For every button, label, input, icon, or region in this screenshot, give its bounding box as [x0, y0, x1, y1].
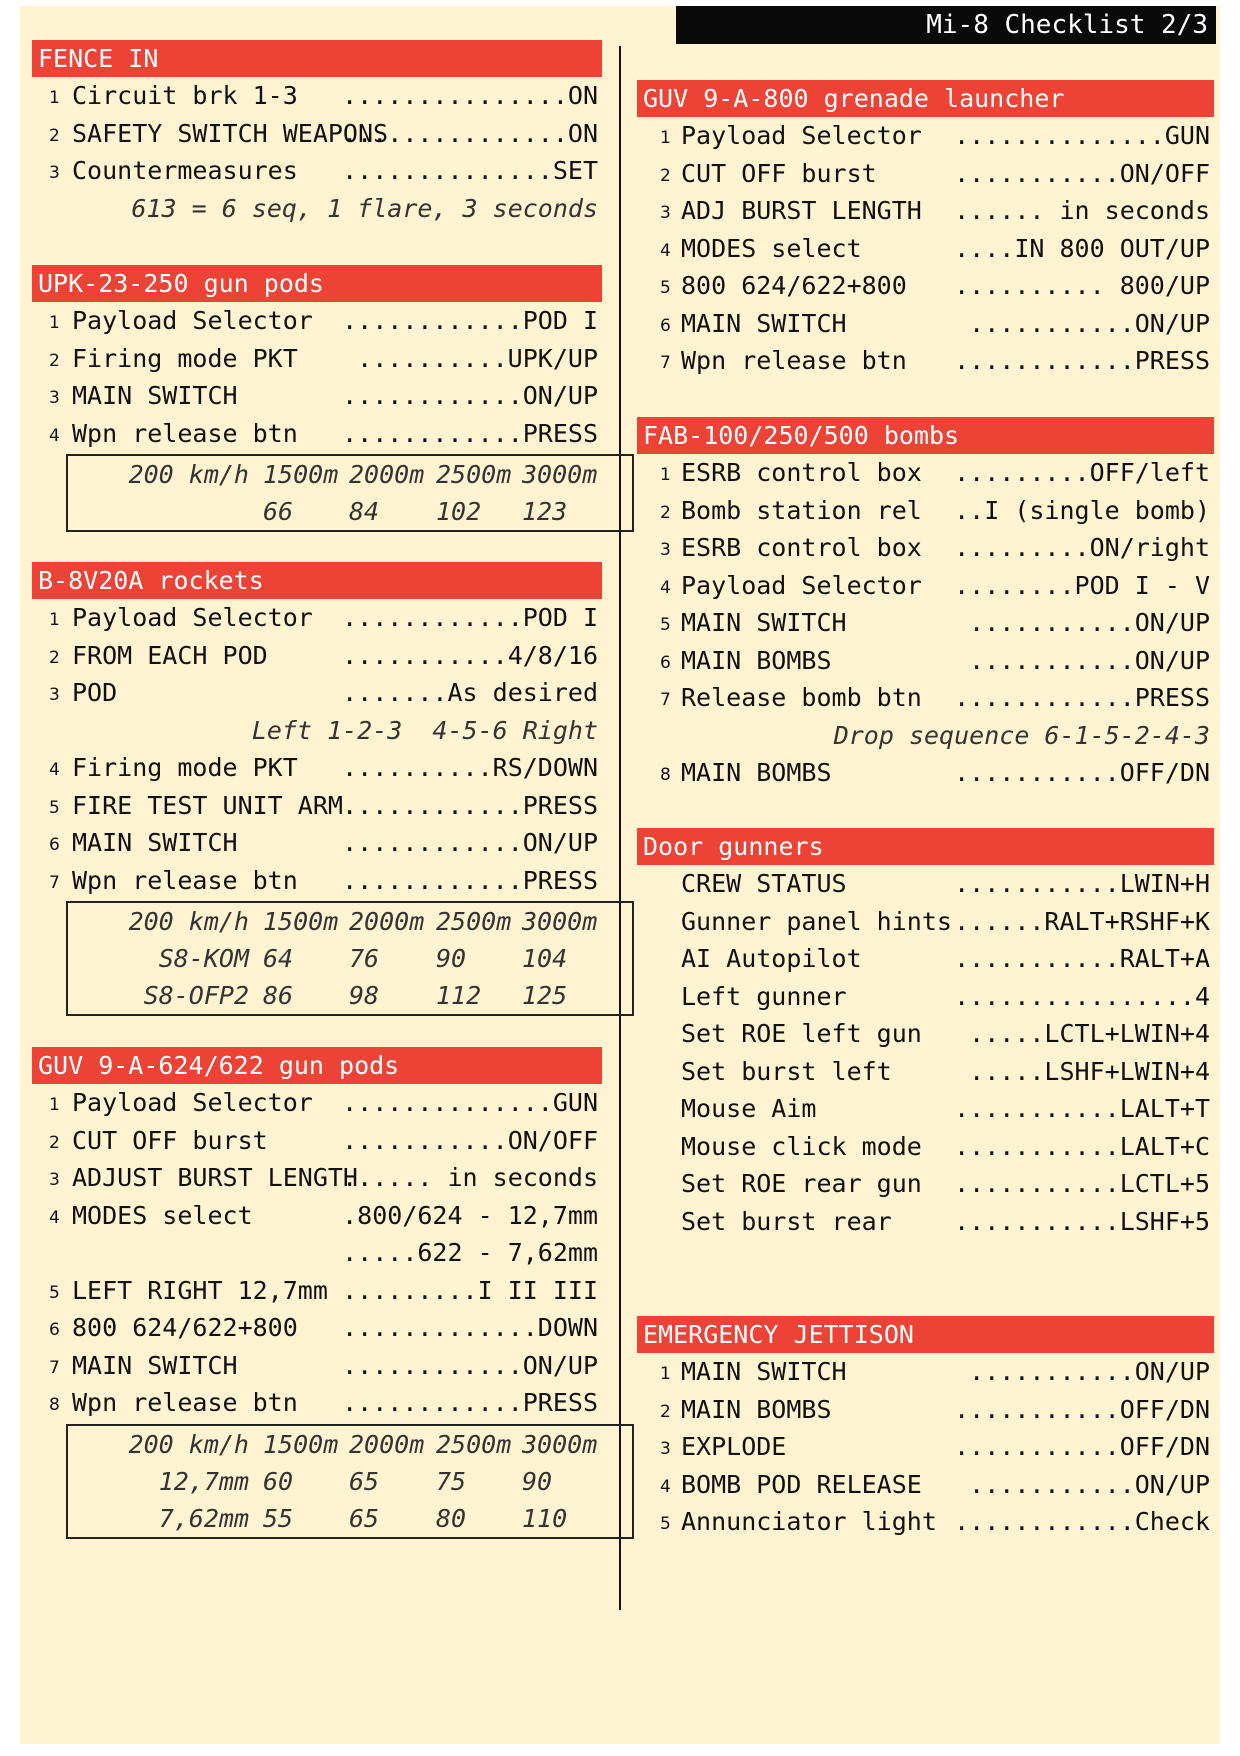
- section-title: GUV 9-A-624/622 gun pods: [32, 1047, 602, 1084]
- item-value: ...........4/8/16: [342, 640, 598, 670]
- item-label: Set burst rear: [681, 1206, 892, 1236]
- speed-table-header: [68, 903, 632, 940]
- item-label: Bomb station rel: [681, 495, 922, 525]
- item-value: ..............GUN: [954, 121, 1210, 150]
- item-value: ...........OFF/DN: [954, 1394, 1210, 1424]
- item-number: 2: [660, 1401, 671, 1422]
- checklist-item: [637, 305, 1214, 343]
- checklist-item: [637, 1165, 1214, 1203]
- speed-cell: 65: [349, 1466, 380, 1496]
- speed-cell: 110: [522, 1503, 568, 1533]
- checklist-item: [637, 155, 1214, 193]
- speed-cell: 66: [263, 497, 294, 526]
- checklist-item: [637, 903, 1214, 941]
- item-value: ............ON/UP: [342, 381, 598, 410]
- checklist-item: [32, 599, 602, 637]
- speed-cell: 200 km/h: [128, 907, 249, 936]
- item-value: ............POD I: [342, 603, 598, 632]
- item-label: ADJ BURST LENGTH: [681, 196, 922, 225]
- checklist-item: [637, 1128, 1214, 1166]
- item-value: ....IN 800 OUT/UP: [954, 233, 1210, 263]
- item-value: ...........ON/OFF: [954, 158, 1210, 188]
- item-label: Wpn release btn: [72, 865, 298, 895]
- item-number: 6: [49, 1320, 60, 1340]
- speed-cell: 90: [522, 1466, 553, 1496]
- speed-cell: 80: [436, 1503, 467, 1533]
- speed-cell: 112: [436, 981, 482, 1010]
- item-number: 2: [49, 1132, 60, 1153]
- item-label: Firing mode PKT: [72, 343, 298, 373]
- item-value: .......As desired: [342, 678, 598, 707]
- speed-cell: 65: [349, 1503, 380, 1533]
- item-number: 2: [660, 165, 671, 186]
- section-title: FAB-100/250/500 bombs: [637, 417, 1214, 454]
- speed-cell: 7,62mm: [158, 1503, 249, 1533]
- speed-table: [66, 901, 634, 1016]
- section-title: FENCE IN: [32, 40, 602, 77]
- item-label: 800 624/622+800: [72, 1313, 298, 1342]
- section-note: Left 1-2-3 4-5-6 Right: [251, 715, 598, 745]
- item-number: 4: [49, 1207, 60, 1228]
- checklist-item: [32, 824, 602, 862]
- item-number: 3: [49, 163, 60, 183]
- speed-table-header: [68, 1426, 632, 1463]
- checklist-item: [637, 754, 1214, 792]
- checklist-item: [637, 940, 1214, 978]
- speed-cell: 55: [263, 1503, 294, 1533]
- item-number: 7: [49, 872, 60, 893]
- item-number: 3: [660, 540, 671, 560]
- speed-table: [66, 1424, 634, 1539]
- item-number: 8: [660, 765, 671, 785]
- item-label: CREW STATUS: [681, 869, 847, 898]
- item-value: ............Check: [954, 1507, 1210, 1536]
- item-number: 3: [49, 685, 60, 705]
- item-label: Wpn release btn: [72, 1388, 298, 1417]
- item-value: ......RALT+RSHF+K: [954, 906, 1210, 936]
- item-number: 1: [660, 465, 671, 485]
- section-fence-in: [32, 40, 602, 227]
- speed-cell: 90: [436, 944, 467, 973]
- checklist-item: [32, 749, 602, 787]
- item-value: ...........LWIN+H: [954, 869, 1210, 898]
- item-number: 7: [49, 1357, 60, 1378]
- item-value: .........OFF/left: [954, 458, 1210, 487]
- section-title: EMERGENCY JETTISON: [637, 1316, 1214, 1353]
- item-value: ..............GUN: [342, 1088, 598, 1117]
- item-label: Payload Selector: [72, 1088, 313, 1117]
- section-note: 613 = 6 seq, 1 flare, 3 seconds: [131, 193, 598, 223]
- section-guv-624-622: [32, 1047, 602, 1539]
- item-number: 6: [49, 835, 60, 855]
- item-value: ...........ON/UP: [969, 645, 1210, 675]
- section-upk-23-250: [32, 265, 602, 532]
- item-value: .........I II III: [342, 1275, 598, 1305]
- speed-cell: 3000m: [522, 460, 598, 489]
- item-label: POD: [72, 678, 118, 707]
- item-label: CUT OFF burst: [681, 158, 877, 188]
- speed-cell: 84: [349, 497, 380, 526]
- item-number: 3: [49, 388, 60, 408]
- item-number: 5: [660, 615, 671, 635]
- item-value: ...........OFF/DN: [954, 1432, 1210, 1461]
- item-number: 3: [660, 203, 671, 223]
- checklist-item: [637, 1391, 1214, 1429]
- section-door-gunners: [637, 828, 1214, 1240]
- checklist-item: [637, 978, 1214, 1016]
- item-label: Payload Selector: [72, 306, 313, 335]
- item-label: EXPLODE: [681, 1432, 787, 1461]
- item-value: ............PRESS: [954, 346, 1210, 375]
- speed-table-row: [68, 1500, 632, 1537]
- item-label: Set ROE rear gun: [681, 1169, 922, 1198]
- item-number: 2: [49, 125, 60, 146]
- item-number: 1: [49, 88, 60, 108]
- item-label: Wpn release btn: [681, 346, 907, 375]
- speed-table-row: [68, 940, 632, 977]
- section-title: Door gunners: [637, 828, 1214, 865]
- item-value: ...........ON/UP: [969, 1469, 1210, 1499]
- speed-cell: 200 km/h: [128, 460, 249, 489]
- item-value: ...........LSHF+5: [954, 1206, 1210, 1236]
- section-emergency-jettison: [637, 1316, 1214, 1541]
- checklist-item: [637, 117, 1214, 155]
- item-label: MODES select: [72, 1200, 253, 1230]
- item-value: .........ON/right: [954, 533, 1210, 562]
- item-value: ...........ON/UP: [969, 608, 1210, 637]
- item-value: ...........ON/UP: [969, 1357, 1210, 1386]
- item-value: ...........LCTL+5: [954, 1169, 1210, 1198]
- item-label: Set burst left: [681, 1056, 892, 1086]
- item-label: Payload Selector: [681, 121, 922, 150]
- speed-cell: 2500m: [436, 460, 512, 489]
- item-number: 4: [660, 240, 671, 261]
- item-value: .800/624 - 12,7mm: [342, 1200, 598, 1230]
- item-value: ...... in seconds: [342, 1163, 598, 1192]
- item-label: Gunner panel hints: [681, 906, 952, 936]
- item-number: 6: [660, 652, 671, 673]
- item-value: ............PRESS: [954, 683, 1210, 712]
- item-number: 4: [49, 760, 60, 780]
- checklist-item: [637, 1015, 1214, 1053]
- item-value: .....LSHF+LWIN+4: [969, 1056, 1210, 1086]
- checklist-item: [637, 1428, 1214, 1466]
- checklist-item: [32, 1197, 602, 1235]
- checklist-item: [32, 152, 602, 190]
- checklist-item: [637, 679, 1214, 717]
- item-value: ............ON/UP: [342, 1350, 598, 1380]
- item-label: FROM EACH POD: [72, 640, 268, 670]
- section-title: GUV 9-A-800 grenade launcher: [637, 80, 1214, 117]
- item-number: 4: [660, 1476, 671, 1497]
- speed-table-row: [68, 493, 632, 530]
- speed-cell: 2000m: [349, 460, 425, 489]
- item-label: ESRB control box: [681, 533, 922, 562]
- item-label: MAIN BOMBS: [681, 758, 832, 787]
- item-number: 5: [660, 278, 671, 298]
- item-value: ...............ON: [342, 118, 598, 148]
- item-label: FIRE TEST UNIT ARM: [72, 790, 343, 820]
- speed-cell: 3000m: [522, 907, 598, 936]
- speed-cell: 102: [436, 497, 482, 526]
- item-label: MODES select: [681, 233, 862, 263]
- item-value: ...........LALT+C: [954, 1131, 1210, 1161]
- item-label: MAIN SWITCH: [681, 308, 847, 338]
- item-label: Mouse click mode: [681, 1131, 922, 1161]
- checklist-item: [32, 1272, 602, 1310]
- item-number: 5: [660, 1514, 671, 1534]
- checklist-item: [32, 415, 602, 453]
- item-label: Wpn release btn: [72, 418, 298, 448]
- checklist-item: [32, 1084, 602, 1122]
- speed-cell: 60: [263, 1466, 294, 1496]
- checklist-item: [637, 492, 1214, 530]
- speed-cell: 98: [349, 981, 380, 1010]
- item-value: ............PRESS: [342, 418, 598, 448]
- checklist-item: [637, 1466, 1214, 1504]
- item-number: 4: [49, 425, 60, 446]
- checklist-item: [32, 77, 602, 115]
- section-note: Drop sequence 6-1-5-2-4-3: [833, 720, 1210, 750]
- item-value: .......... 800/UP: [954, 271, 1210, 300]
- item-number: 1: [660, 1364, 671, 1384]
- item-value: ............POD I: [342, 306, 598, 335]
- checklist-item: [32, 1384, 602, 1422]
- checklist-item: [637, 1353, 1214, 1391]
- item-number: 3: [49, 1170, 60, 1190]
- speed-cell: 86: [263, 981, 294, 1010]
- checklist-item: [32, 340, 602, 378]
- item-number: 4: [660, 577, 671, 598]
- item-number: 1: [49, 1095, 60, 1115]
- speed-cell: 3000m: [522, 1429, 598, 1459]
- checklist-item: [637, 1090, 1214, 1128]
- checklist-item: [637, 1053, 1214, 1091]
- item-value: ..............SET: [342, 156, 598, 185]
- item-label: ESRB control box: [681, 458, 922, 487]
- item-value: ...........ON/UP: [969, 308, 1210, 338]
- item-value: ..I (single bomb): [954, 495, 1210, 525]
- item-value: ............PRESS: [342, 1388, 598, 1417]
- speed-cell: 75: [436, 1466, 467, 1496]
- speed-cell: S8-KOM: [158, 944, 249, 973]
- checklist-item: [32, 1347, 602, 1385]
- item-number: 1: [49, 313, 60, 333]
- checklist-item: [637, 529, 1214, 567]
- item-value: ................4: [954, 981, 1210, 1011]
- item-label: MAIN SWITCH: [72, 1350, 238, 1380]
- page-title: Mi-8 Checklist 2/3: [676, 6, 1216, 44]
- item-number: 6: [660, 315, 671, 336]
- item-label: LEFT RIGHT 12,7mm: [72, 1275, 328, 1305]
- speed-cell: S8-OFP2: [143, 981, 249, 1010]
- speed-table-row: [68, 1463, 632, 1500]
- speed-cell: 2000m: [349, 907, 425, 936]
- item-value: .....622 - 7,62mm: [342, 1238, 598, 1267]
- checklist-item: [637, 230, 1214, 268]
- checklist-item: [637, 192, 1214, 230]
- speed-cell: 12,7mm: [158, 1466, 249, 1496]
- item-value: ............PRESS: [342, 865, 598, 895]
- speed-cell: 64: [263, 944, 294, 973]
- item-label: BOMB POD RELEASE: [681, 1469, 922, 1499]
- item-value: ...........ON/OFF: [342, 1125, 598, 1155]
- speed-table-row: [68, 977, 632, 1014]
- item-label: ADJUST BURST LENGTH: [72, 1163, 358, 1192]
- speed-cell: 2500m: [436, 1429, 512, 1459]
- item-value: ..........RS/DOWN: [342, 753, 598, 782]
- item-value: ...........LALT+T: [954, 1094, 1210, 1123]
- speed-cell: 2000m: [349, 1429, 425, 1459]
- item-label: MAIN SWITCH: [681, 1357, 847, 1386]
- checklist-item: [637, 267, 1214, 305]
- speed-cell: 2500m: [436, 907, 512, 936]
- item-number: 7: [660, 690, 671, 710]
- checklist-item: [637, 1503, 1214, 1541]
- item-label: MAIN BOMBS: [681, 645, 832, 675]
- item-value: ............ON/UP: [342, 828, 598, 857]
- item-label: AI Autopilot: [681, 944, 862, 973]
- item-label: Annunciator light: [681, 1507, 937, 1536]
- item-label: Release bomb btn: [681, 683, 922, 712]
- speed-cell: 76: [349, 944, 380, 973]
- checklist-item: [637, 1203, 1214, 1241]
- speed-cell: 200 km/h: [128, 1429, 249, 1459]
- checklist-item: [32, 637, 602, 675]
- item-value: ..........UPK/UP: [357, 343, 598, 373]
- item-label: CUT OFF burst: [72, 1125, 268, 1155]
- item-number: 2: [49, 647, 60, 668]
- section-title: UPK-23-250 gun pods: [32, 265, 602, 302]
- speed-cell: 104: [522, 944, 568, 973]
- item-value: ............PRESS: [342, 790, 598, 820]
- checklist-item: [32, 862, 602, 900]
- checklist-item: [32, 302, 602, 340]
- checklist-item: [32, 1309, 602, 1347]
- speed-cell: 1500m: [263, 460, 339, 489]
- column-divider: [619, 46, 621, 1610]
- item-number: 2: [49, 350, 60, 371]
- checklist-item: [637, 454, 1214, 492]
- speed-cell: 123: [522, 497, 568, 526]
- item-value: .............DOWN: [342, 1313, 598, 1342]
- item-number: 8: [49, 1395, 60, 1415]
- item-number: 7: [660, 353, 671, 373]
- item-value: ........POD I - V: [954, 570, 1210, 600]
- item-label: Countermeasures: [72, 156, 298, 185]
- item-label: 800 624/622+800: [681, 271, 907, 300]
- item-label: Mouse Aim: [681, 1094, 817, 1123]
- item-value: .....LCTL+LWIN+4: [969, 1019, 1210, 1048]
- item-number: 5: [49, 797, 60, 818]
- checklist-item: [32, 1234, 602, 1272]
- item-label: Payload Selector: [681, 570, 922, 600]
- checklist-item: [32, 115, 602, 153]
- item-value: ...........RALT+A: [954, 944, 1210, 973]
- item-label: Set ROE left gun: [681, 1019, 922, 1048]
- speed-cell: 1500m: [263, 1429, 339, 1459]
- item-value: ...... in seconds: [954, 196, 1210, 225]
- speed-cell: 125: [522, 981, 568, 1010]
- speed-table: [66, 454, 634, 532]
- item-label: MAIN SWITCH: [72, 828, 238, 857]
- checklist-item: [637, 865, 1214, 903]
- item-label: Circuit brk 1-3: [72, 81, 298, 110]
- speed-table-header: [68, 456, 632, 493]
- section-b-8v20a: [32, 562, 602, 1016]
- item-label: MAIN SWITCH: [681, 608, 847, 637]
- item-label: Left gunner: [681, 981, 847, 1011]
- checklist-item: [32, 787, 602, 825]
- checklist-item: [32, 1122, 602, 1160]
- item-value: ...........OFF/DN: [954, 758, 1210, 787]
- section-guv-800: [637, 80, 1214, 380]
- item-label: MAIN BOMBS: [681, 1394, 832, 1424]
- item-number: 3: [660, 1439, 671, 1459]
- checklist-item: [32, 1159, 602, 1197]
- item-label: Firing mode PKT: [72, 753, 298, 782]
- checklist-item: [32, 674, 602, 712]
- checklist-item: [637, 604, 1214, 642]
- section-title: B-8V20A rockets: [32, 562, 602, 599]
- speed-cell: 1500m: [263, 907, 339, 936]
- checklist-item: [637, 642, 1214, 680]
- item-number: 1: [660, 128, 671, 148]
- checklist-item: [637, 567, 1214, 605]
- item-number: 2: [660, 502, 671, 523]
- item-number: 5: [49, 1282, 60, 1303]
- item-label: SAFETY SWITCH WEAPONS: [72, 118, 389, 148]
- item-label: Payload Selector: [72, 603, 313, 632]
- checklist-item: [637, 342, 1214, 380]
- item-number: 1: [49, 610, 60, 630]
- section-fab-bombs: [637, 417, 1214, 792]
- checklist-item: [32, 377, 602, 415]
- item-value: ...............ON: [342, 81, 598, 110]
- item-label: MAIN SWITCH: [72, 381, 238, 410]
